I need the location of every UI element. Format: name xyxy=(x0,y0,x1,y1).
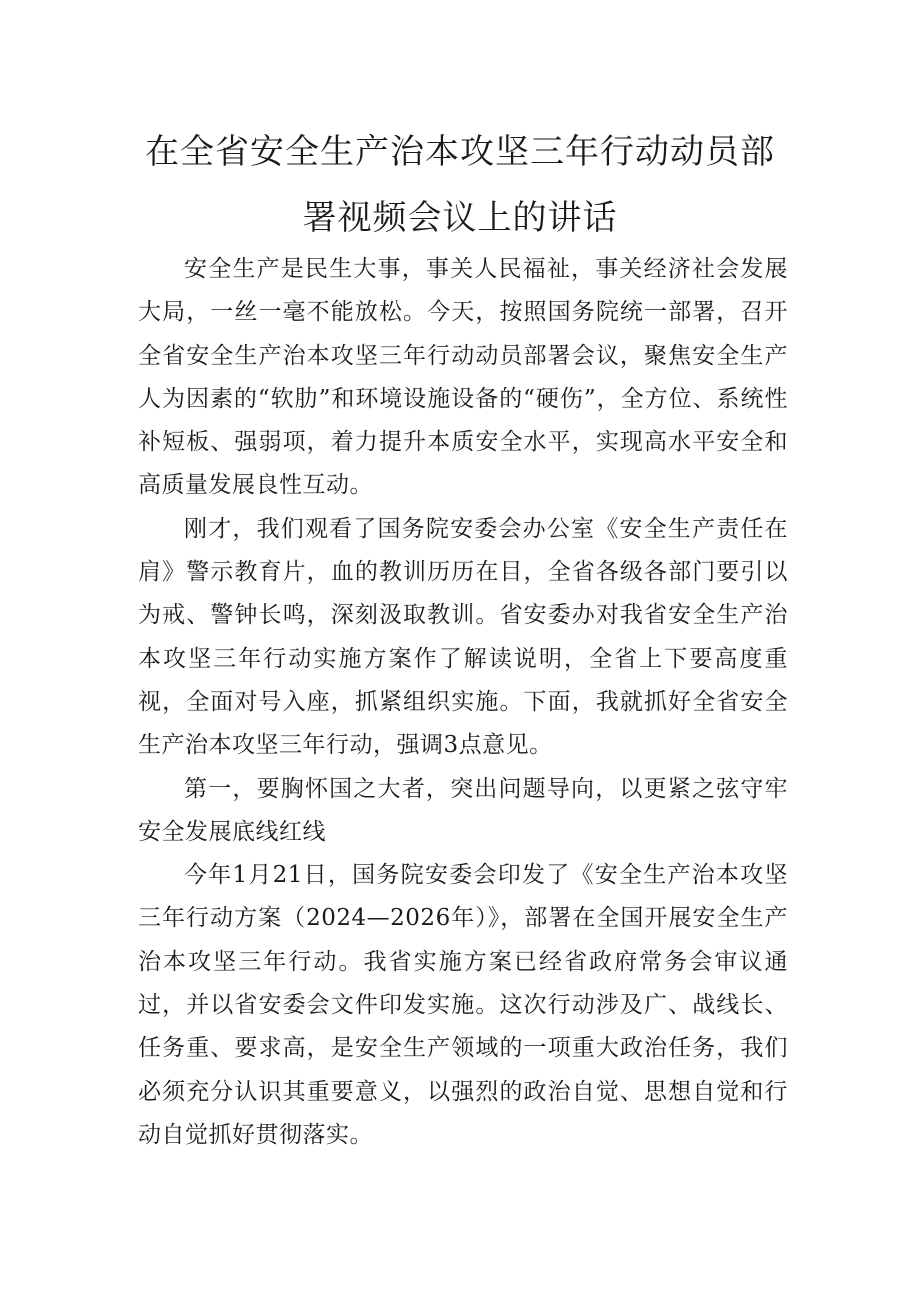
paragraph-heading-first-point: 第一，要胸怀国之大者，突出问题导向，以更紧之弦守牢安全发展底线红线 xyxy=(138,775,788,845)
document-title-line-2: 署视频会议上的讲话 xyxy=(302,198,618,238)
paragraph-first-point-body: 今年1月21日，国务院安委会印发了《安全生产治本攻坚三年行动方案（2024—2026年）》，部署在全国开展安全生产治本攻坚三年行动。我省实施方案已经省政府常务会审议通过，并以省安委会文件印发实施。这次行动涉及广、战线长、任务重、要求高，是安全生产领域的一项重大政治任务，我们必须充分认识其重要意义，以强烈的政治自觉、思想自觉和行动自觉抓好贯彻落实。 xyxy=(138,862,788,1148)
document-body xyxy=(138,248,788,1157)
paragraph-intro: 安全生产是民生大事，事关人民福祉，事关经济社会发展大局，一丝一毫不能放松。今天，按照国务院统一部署，召开全省安全生产治本攻坚三年行动动员部署会议，聚焦安全生产人为因素的“软肋”和环境设施设备的“硬伤”，全方位、系统性补短板、强弱项，着力提升本质安全水平，实现高水平安全和高质量发展良性互动。 xyxy=(138,256,788,499)
paragraph-overview: 刚才，我们观看了国务院安委会办公室《安全生产责任在肩》警示教育片，血的教训历历在目，全省各级各部门要引以为戒、警钟长鸣，深刻汲取教训。省安委办对我省安全生产治本攻坚三年行动实施方案作了解读说明，全省上下要高度重视，全面对号入座，抓紧组织实施。下面，我就抓好全省安全生产治本攻坚三年行动，强调3点意见。 xyxy=(138,515,788,759)
document-title-line-1: 在全省安全生产治本攻坚三年行动动员部 xyxy=(145,132,775,172)
